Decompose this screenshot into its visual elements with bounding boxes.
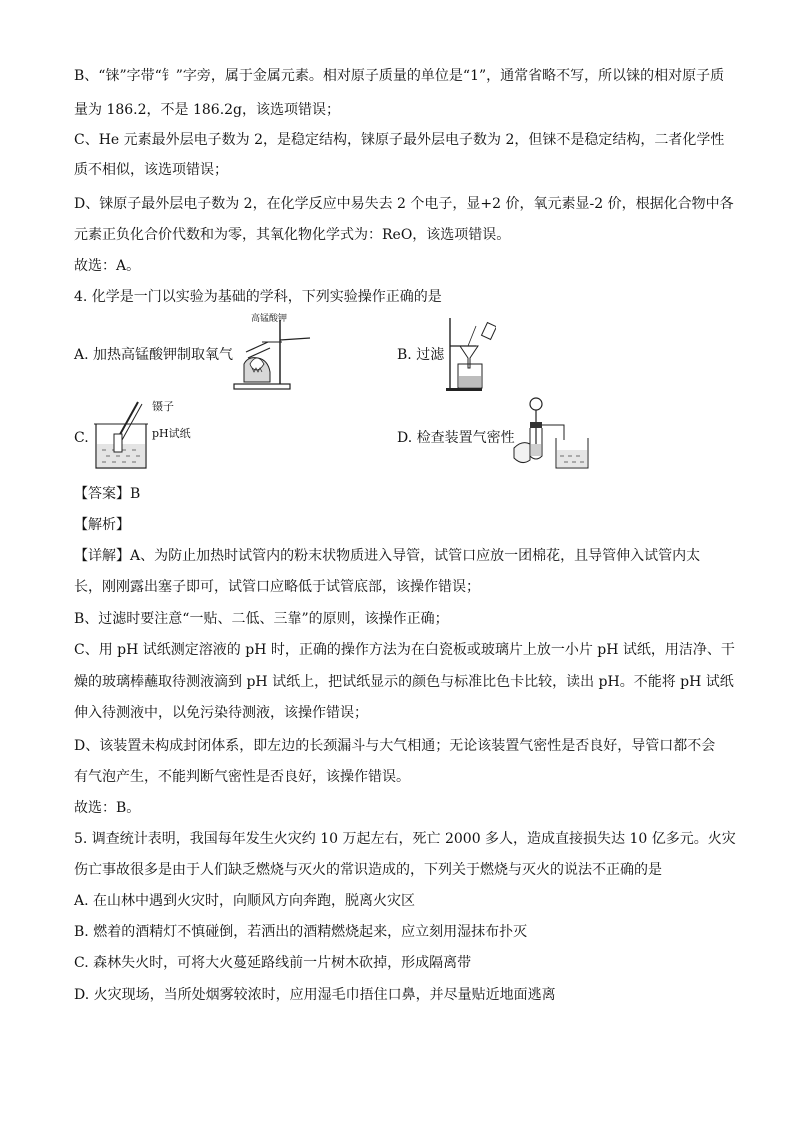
prev-answer-line: 元素正负化合价代数和为零，其氧化物化学式为：ReO，该选项错误。 <box>74 227 511 243</box>
tweezers-label: 镊子 <box>152 400 174 413</box>
q4-detail-line: 长，刚刚露出塞子即可，试管口应略低于试管底部，该操作错误； <box>74 579 480 595</box>
kmno4-label: 高锰酸钾 <box>251 314 288 324</box>
q5-option-d: D. 火灾现场，当所处烟雾较浓时，应用湿毛巾捂住口鼻，并尽量贴近地面逃离 <box>74 987 556 1003</box>
q4-detail-line: B、过滤时要注意“一贴、二低、三靠”的原则，该操作正确； <box>74 611 449 627</box>
q4-detail-line: 燥的玻璃棒蘸取待测液滴到 pH 试纸上，把试纸显示的颜色与标准比色卡比较，读出 pH。不能将 pH 试纸 <box>74 674 734 690</box>
prev-answer-line: C、He 元素最外层电子数为 2，是稳定结构，铼原子最外层电子数为 2，但铼不是稳定结构，二者化学性 <box>74 132 725 148</box>
q4-option-c: C. <box>74 430 89 446</box>
q5-option-b: B. 燃着的酒精灯不慎碰倒，若洒出的酒精燃烧起来，应立刻用湿抹布扑灭 <box>74 924 528 940</box>
q4-analysis-tag: 【解析】 <box>74 517 130 533</box>
airtightness-figure <box>512 396 596 472</box>
q5-option-c: C. 森林失火时，可将大火蔓延路线前一片树木砍掉，形成隔离带 <box>74 955 472 971</box>
prev-answer-line: 故选：A。 <box>74 258 141 274</box>
q4-detail-line: 有气泡产生，不能判断气密性是否良好，该操作错误。 <box>74 769 410 785</box>
q5-stem-line: 伤亡事故很多是由于人们缺乏燃烧与灭火的常识造成的，下列关于燃烧与灭火的说法不正确的是 <box>74 862 662 878</box>
prev-answer-line: 质不相似，该选项错误； <box>74 162 228 178</box>
q5-option-a: A. 在山林中遇到火灾时，向顺风方向奔跑，脱离火灾区 <box>74 893 416 909</box>
prev-answer-line: 量为 186.2，不是 186.2g，该选项错误； <box>74 102 341 118</box>
q4-detail-line: 【详解】A、为防止加热时试管内的粉末状物质进入导管，试管口应放一团棉花，且导管伸入试管内太 <box>74 548 701 564</box>
q4-option-a: A. 加热高锰酸钾制取氧气 <box>74 347 234 363</box>
q4-answer: 【答案】B <box>74 486 141 502</box>
q5-stem-line: 5. 调查统计表明，我国每年发生火灾约 10 万起左右，死亡 2000 多人，造成直接损失达 10 亿多元。火灾 <box>74 831 736 847</box>
filtration-figure <box>446 316 496 392</box>
ph-paper-label: pH试纸 <box>152 427 191 440</box>
q4-stem: 4. 化学是一门以实验为基础的学科，下列实验操作正确的是 <box>74 289 442 305</box>
q4-detail-line: C、用 pH 试纸测定溶液的 pH 时，正确的操作方法为在白瓷板或玻璃片上放一小片 pH 试纸，用洁净、干 <box>74 642 735 658</box>
q4-option-b: B. 过滤 <box>397 347 445 363</box>
q4-detail-line: D、该装置未构成封闭体系，即左边的长颈漏斗与大气相通；无论该装置气密性是否良好，导管口都不会 <box>74 738 716 754</box>
q4-detail-line: 故选：B。 <box>74 800 141 816</box>
prev-answer-line: D、铼原子最外层电子数为 2，在化学反应中易失去 2 个电子，显+2 价，氧元素显-2 价，根据化合物中各 <box>74 196 734 212</box>
q4-option-d: D. 检查装置气密性 <box>397 430 515 446</box>
prev-answer-line: B、“铼”字带“钅”字旁，属于金属元素。相对原子质量的单位是“1”，通常省略不写，所以铼的相对原子质 <box>74 68 725 84</box>
q4-detail-line: 伸入待测液中，以免污染待测液，该操作错误； <box>74 705 368 721</box>
ph-paper-figure <box>94 398 154 472</box>
heating-apparatus-figure <box>230 312 320 392</box>
